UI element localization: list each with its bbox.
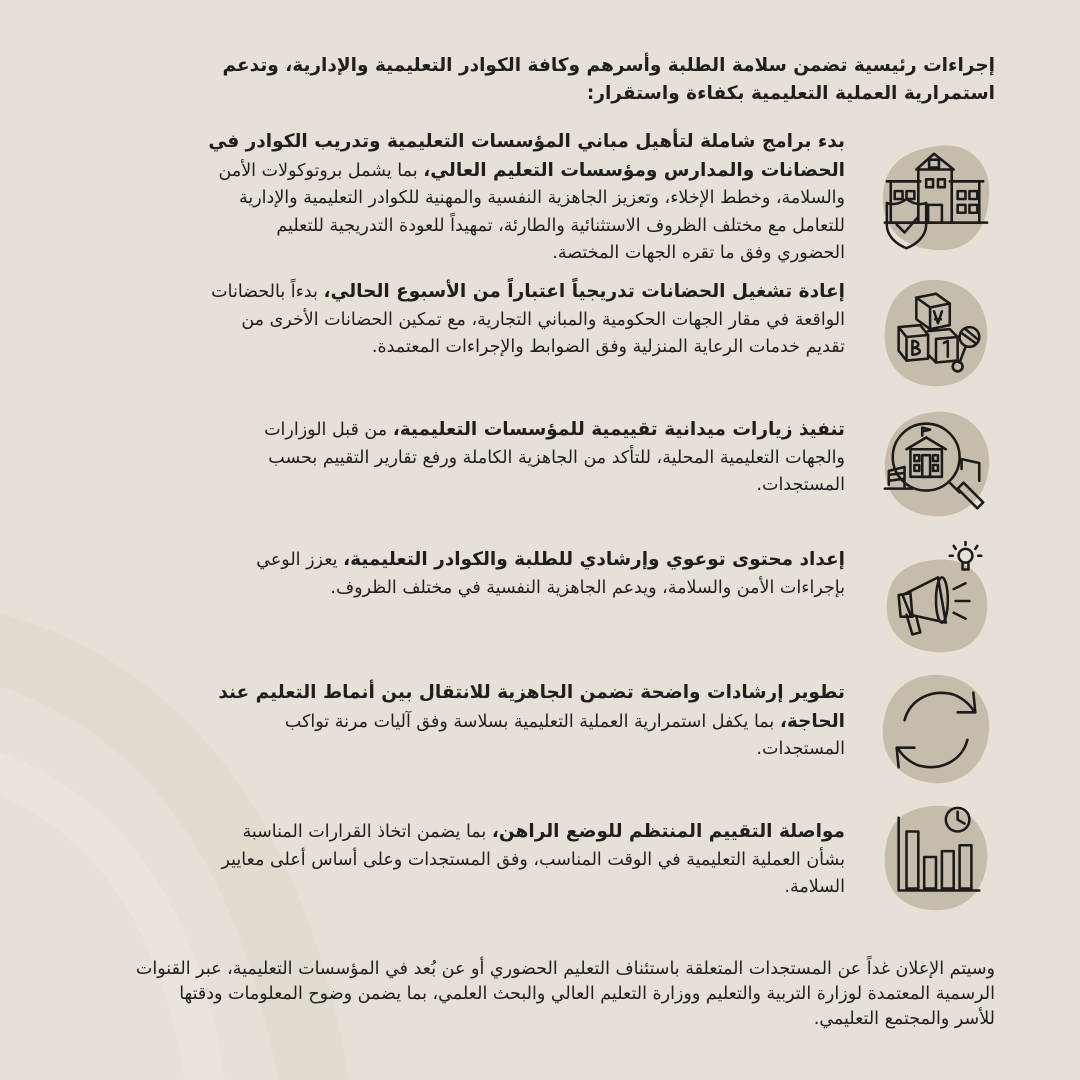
measure-body-1: بما يشمل بروتوكولات الأمن والسلامة، وخطط الإخلاء، وتعزيز الجاهزية النفسية والمهنية للكوادر التعليمية والإدارية للتعامل مع مختلف الظروف الاستثنائية والطارئة، تمهيداً للعودة التدريجية للتعليم الحضوري وفق ما تقره الجهات المختصة. (218, 160, 845, 263)
measure-body-3: من قبل الوزارات والجهات التعليمية المحلية، للتأكد من الجاهزية الكاملة ورفع تقارير التقييم بحسب المستجدات. (264, 420, 845, 495)
measure-title-5: تطوير إرشادات واضحة تضمن الجاهزية للانتقال بين أنماط التعليم عند الحاجة، (218, 682, 845, 732)
measure-title-1: بدء برامج شاملة لتأهيل مباني المؤسسات التعليمية وتدريب الكوادر في الحضانات والمدارس ومؤسسات التعليم العالي، (208, 131, 845, 181)
measure-text-1 (205, 128, 845, 268)
intro-heading: إجراءات رئيسية تضمن سلامة الطلبة وأسرهم وكافة الكوادر التعليمية والإدارية، وتدعم استمرارية العملية التعليمية بكفاءة واستقرار: (222, 55, 995, 104)
closing-paragraph: وسيتم الإعلان غداً عن المستجدات المتعلقة باستئناف التعليم الحضوري أو عن بُعد في المؤسسات التعليمية، عبر القنوات الرسمية المعتمدة لوزارة التربية والتعليم ووزارة التعليم العالي والبحث العلمي، بما يضمن وضوح المعلومات ودقتها للأسر والمجتمع التعليمي. (135, 959, 995, 1029)
toy-blocks-icon (877, 276, 995, 394)
measure-title-3: تنفيذ زيارات ميدانية تقييمية للمؤسسات التعليمية، (392, 419, 845, 440)
refresh-arrows-icon (877, 671, 995, 789)
measure-body-6: بما يضمن اتخاذ القرارات المناسبة بشأن العملية التعليمية في الوقت المناسب، وفق المستجدات وعلى أساس أعلى معايير السلامة. (221, 822, 845, 897)
bar-chart-clock-icon (877, 800, 995, 918)
school-shield-icon (877, 140, 995, 258)
magnifier-school-icon (877, 406, 995, 524)
measure-text-5 (205, 679, 845, 764)
measure-title-6: مواصلة التقييم المنتظم للوضع الراهن، (491, 821, 845, 842)
measure-body-5: بما يكفل استمرارية العملية التعليمية بسلاسة وفق آليات مرنة تواكب المستجدات. (284, 711, 845, 759)
megaphone-icon (877, 540, 995, 658)
measure-title-4: إعداد محتوى توعوي وإرشادي للطلبة والكوادر التعليمية، (343, 549, 845, 570)
measure-title-2: إعادة تشغيل الحضانات تدريجياً اعتباراً من الأسبوع الحالي، (323, 281, 845, 302)
measure-body-2: بدءاً بالحضانات الواقعة في مقار الجهات الحكومية والمباني التجارية، مع تمكين الحضانات الأخرى من تقديم خدمات الرعاية المنزلية وفق الضوابط والإجراءات المعتمدة. (211, 282, 845, 357)
measure-text-2 (205, 278, 845, 362)
measure-body-4: يعزز الوعي بإجراءات الأمن والسلامة، ويدعم الجاهزية النفسية في مختلف الظروف. (256, 550, 845, 598)
measure-text-4 (205, 546, 845, 602)
measure-text-3 (205, 416, 845, 500)
measure-text-6 (205, 818, 845, 902)
